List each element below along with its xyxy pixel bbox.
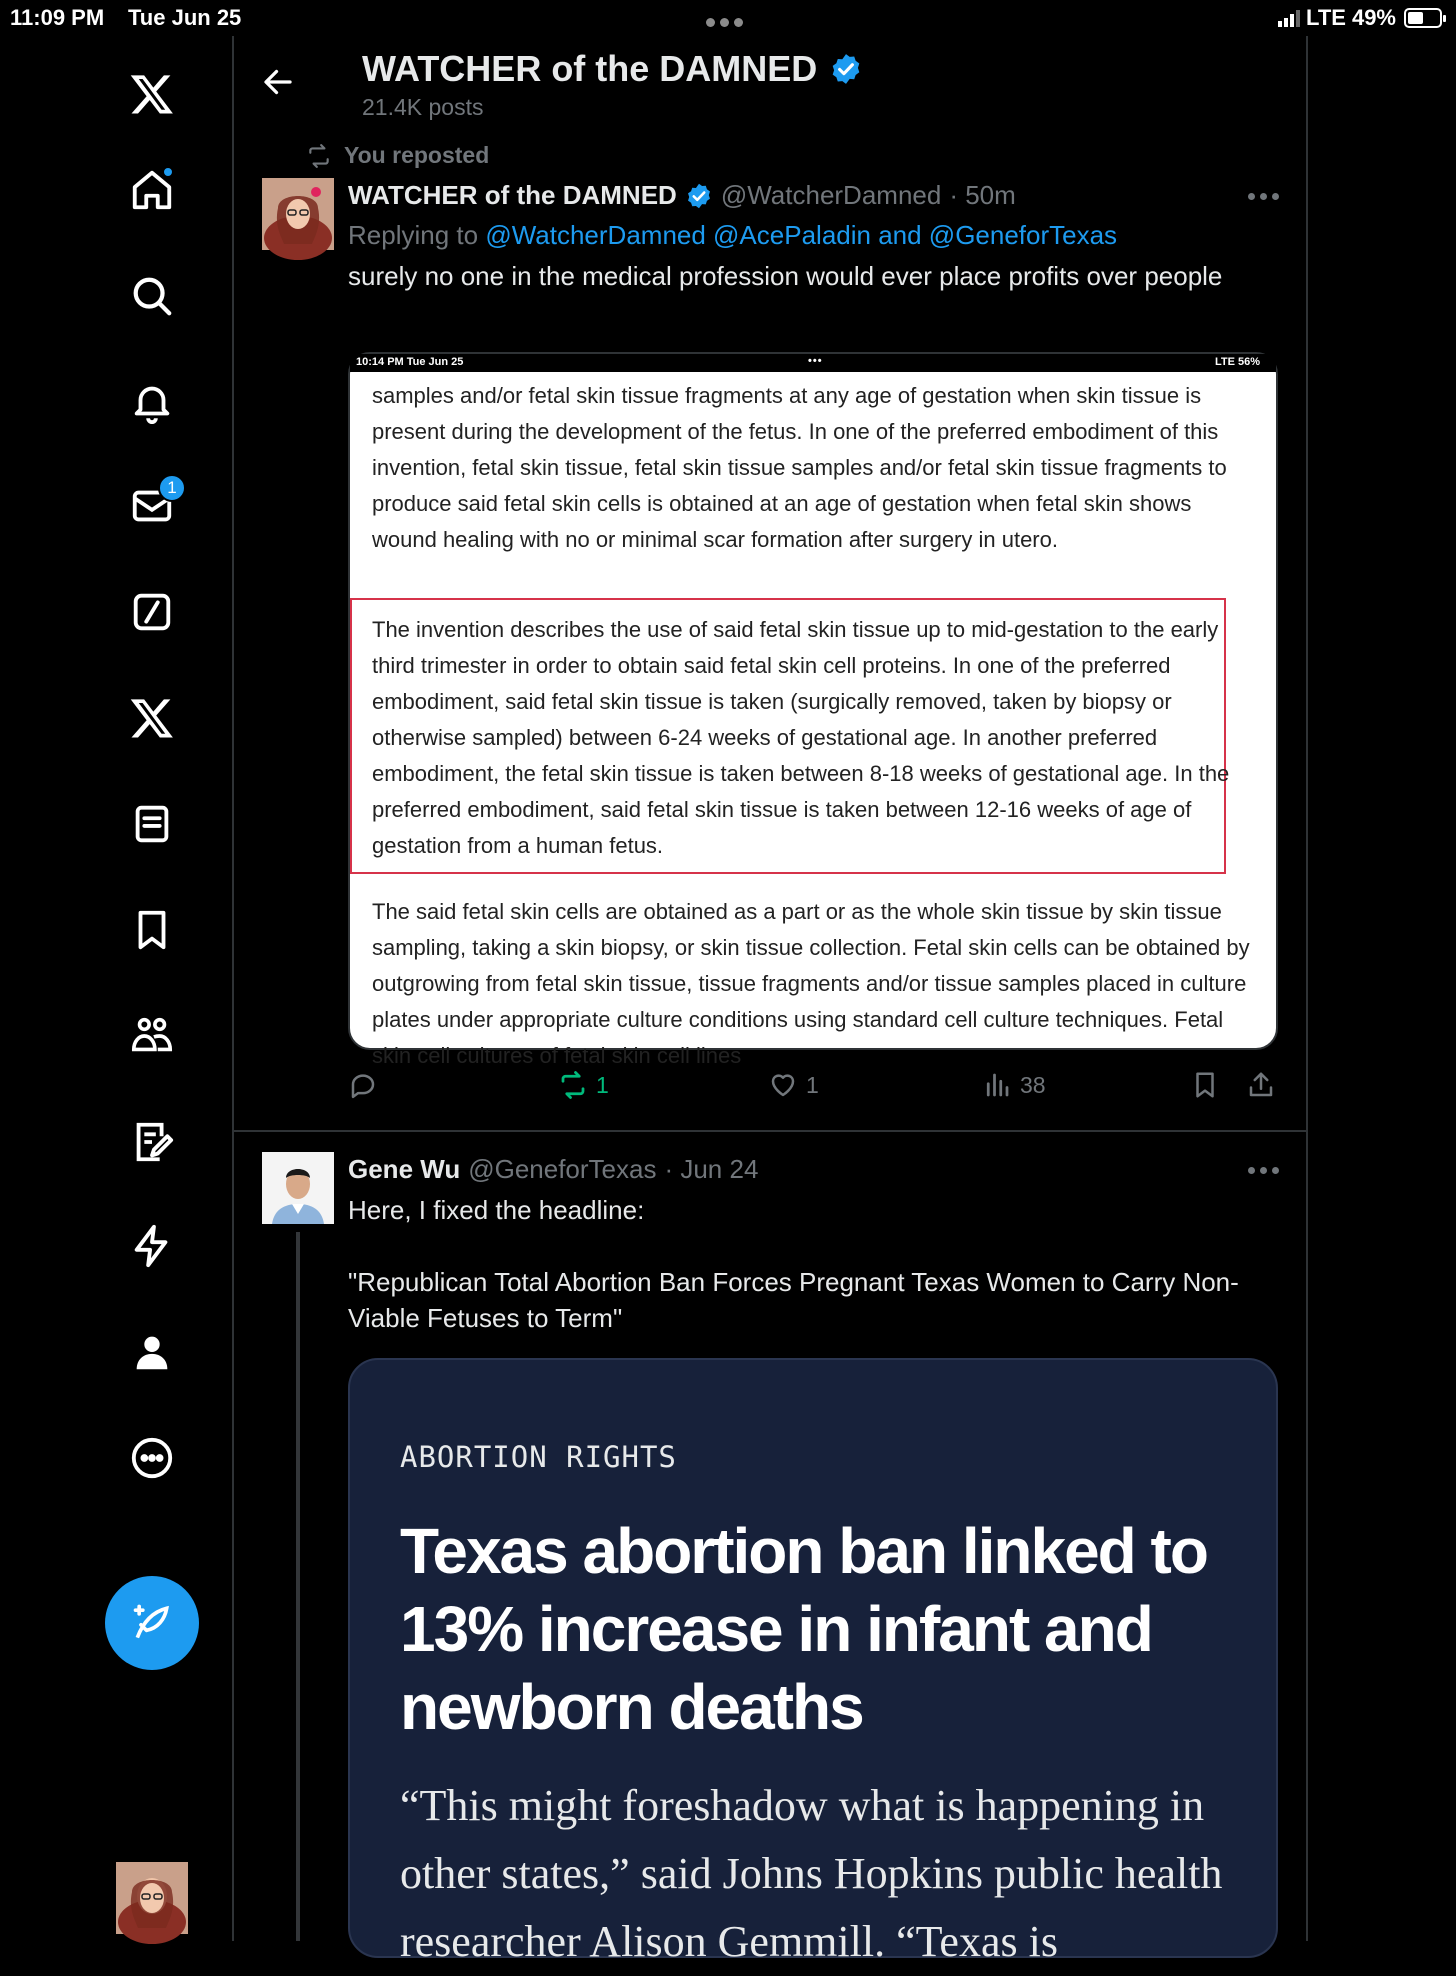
tweet-separator <box>234 1130 1306 1132</box>
repost-icon <box>558 1070 588 1100</box>
messages-badge: 1 <box>158 474 186 502</box>
tweet1-embedded-image[interactable] <box>348 352 1278 1068</box>
thread-connector-line <box>296 1232 300 1941</box>
share-button[interactable] <box>1246 1070 1276 1100</box>
tweet1-replying-to <box>348 220 1117 251</box>
embed-status-dots: ••• <box>808 355 823 367</box>
articles-icon[interactable] <box>124 1114 180 1170</box>
battery-icon <box>1404 8 1442 28</box>
like-button[interactable] <box>768 1070 819 1100</box>
left-column-divider <box>232 36 234 1941</box>
more-icon[interactable] <box>124 1430 180 1486</box>
replying-prefix: Replying to <box>348 220 486 250</box>
embed-paragraph-3: The said fetal skin cells are obtained as a part or as the whole skin tissue by skin tissue sampling, taking a skin biopsy, or skin tissue collection. Fetal skin cells can be obtained by outgrowing from fetal skin tissue, tissue fragments and/or tissue samples placed in culture plates under appropriate culture conditions using standard cell culture techniques. Fetal skin cell cultures of fetal skin cell lines <box>372 899 1250 1068</box>
tweet2-author-handle[interactable]: @GeneforTexas <box>468 1154 657 1184</box>
tweet2-author-name[interactable]: Gene Wu <box>348 1154 461 1184</box>
tweet1-action-bar <box>348 1070 1278 1110</box>
compose-icon <box>130 1601 174 1645</box>
grok-icon[interactable] <box>124 584 180 640</box>
tweet2-text-line2: "Republican Total Abortion Ban Forces Pregnant Texas Women to Carry Non-Viable Fetuses to Term" <box>348 1267 1239 1333</box>
status-date: Tue Jun 25 <box>128 5 242 30</box>
sidebar-nav <box>0 36 232 1941</box>
reply-icon <box>348 1070 378 1100</box>
status-right <box>1278 5 1442 31</box>
network-label: LTE <box>1306 5 1346 30</box>
heart-icon <box>768 1070 798 1100</box>
card-headline: Texas abortion ban linked to 13% increase in infant and newborn deaths <box>400 1515 1207 1743</box>
compose-post-button[interactable] <box>105 1576 199 1670</box>
views-button[interactable] <box>982 1070 1046 1100</box>
home-icon[interactable] <box>124 162 180 218</box>
tweet2-timestamp[interactable]: · Jun 24 <box>664 1154 759 1184</box>
x-logo-icon[interactable] <box>124 66 180 122</box>
tweet1-author-row <box>348 180 1016 211</box>
verified-badge-icon <box>829 52 863 86</box>
views-count: 38 <box>1020 1071 1046 1098</box>
profile-icon[interactable] <box>124 1324 180 1380</box>
like-count: 1 <box>806 1071 819 1098</box>
tweet1-more-icon[interactable] <box>1248 193 1288 203</box>
tweet1-author-name[interactable]: WATCHER of the DAMNED <box>348 180 677 210</box>
share-icon <box>1246 1070 1276 1100</box>
tweet2-text-line1: Here, I fixed the headline: <box>348 1195 645 1225</box>
signal-icon <box>1278 9 1300 27</box>
verified-badge-icon <box>685 182 713 210</box>
embed-paragraph-1: samples and/or fetal skin tissue fragments at any age of gestation when skin tissue is present during the development of the fetus. In one of the preferred embodiment of this invention, fetal skin tissue, fetal skin tissue samples and/or fetal skin tissue fragments to produce said fetal skin cells is obtained at an age of gestation when fetal skin shows wound healing with no or minimal scar formation after surgery in utero. <box>372 383 1227 552</box>
tweet1-author-handle[interactable]: @WatcherDamned <box>720 180 942 210</box>
embed-paragraph-2: The invention describes the use of said fetal skin tissue up to mid-gestation to the early third trimester in order to obtain said fetal skin cell proteins. In one of the preferred embodiment, said fetal skin tissue is taken (surgically removed, taken by biopsy or otherwise sampled) between 6-24 weeks of gestational age. In another preferred embodiment, the fetal skin tissue is taken between 8-18 weeks of gestational age. In the preferred embodiment, said fetal skin tissue is taken between 12-16 weeks of age of gestation from a human fetus. <box>372 617 1230 858</box>
tweet2-avatar[interactable] <box>262 1152 334 1224</box>
back-arrow-icon[interactable] <box>260 64 296 100</box>
status-bar <box>0 0 1456 36</box>
tweet1-timestamp[interactable]: · 50m <box>949 180 1016 210</box>
repost-button[interactable] <box>558 1070 609 1100</box>
status-time: 11:09 PM <box>10 5 105 30</box>
profile-header <box>234 36 1306 130</box>
page-title <box>362 48 863 90</box>
replying-links[interactable]: @WatcherDamned @AcePaladin and @GeneforTexas <box>485 220 1118 250</box>
page-title-text: WATCHER of the DAMNED <box>362 48 818 89</box>
bookmark-icon <box>1190 1070 1220 1100</box>
embed-status-bar <box>350 354 1276 372</box>
repost-indicator <box>306 142 489 169</box>
repost-icon <box>306 143 332 169</box>
battery-percent: 49% <box>1351 5 1396 30</box>
account-avatar[interactable] <box>116 1862 188 1934</box>
post-count: 21.4K posts <box>362 94 484 120</box>
article-link-card[interactable] <box>348 1358 1278 1966</box>
repost-count: 1 <box>596 1071 609 1098</box>
tweet1-text: surely no one in the medical profession would ever place profits over people <box>348 261 1223 291</box>
right-column-divider <box>1306 36 1308 1941</box>
verified-orgs-icon[interactable] <box>124 1218 180 1274</box>
premium-icon[interactable] <box>124 690 180 746</box>
multitasking-dots-icon[interactable] <box>706 14 750 24</box>
tweet2-author-row <box>348 1154 758 1185</box>
tweet1-avatar[interactable] <box>262 178 334 250</box>
notifications-icon[interactable] <box>124 374 180 430</box>
bookmark-button[interactable] <box>1190 1070 1220 1100</box>
search-icon[interactable] <box>124 268 180 324</box>
messages-icon[interactable] <box>124 478 180 534</box>
repost-label: You reposted <box>344 142 490 168</box>
tweet2-more-icon[interactable] <box>1248 1167 1288 1177</box>
card-quote: “This might foreshadow what is happening in other states,” said Johns Hopkins public health researcher Alison Gemmill. “Texas is <box>400 1781 1223 1966</box>
communities-icon[interactable] <box>124 1008 180 1064</box>
reply-button[interactable] <box>348 1070 378 1100</box>
embed-status-time: 10:14 PM Tue Jun 25 <box>356 356 464 368</box>
bookmarks-icon[interactable] <box>124 902 180 958</box>
lists-icon[interactable] <box>124 796 180 852</box>
embed-status-right: LTE 56% <box>1214 356 1260 368</box>
card-category: ABORTION RIGHTS <box>400 1440 677 1474</box>
views-icon <box>982 1070 1012 1100</box>
home-notification-dot <box>162 166 174 178</box>
